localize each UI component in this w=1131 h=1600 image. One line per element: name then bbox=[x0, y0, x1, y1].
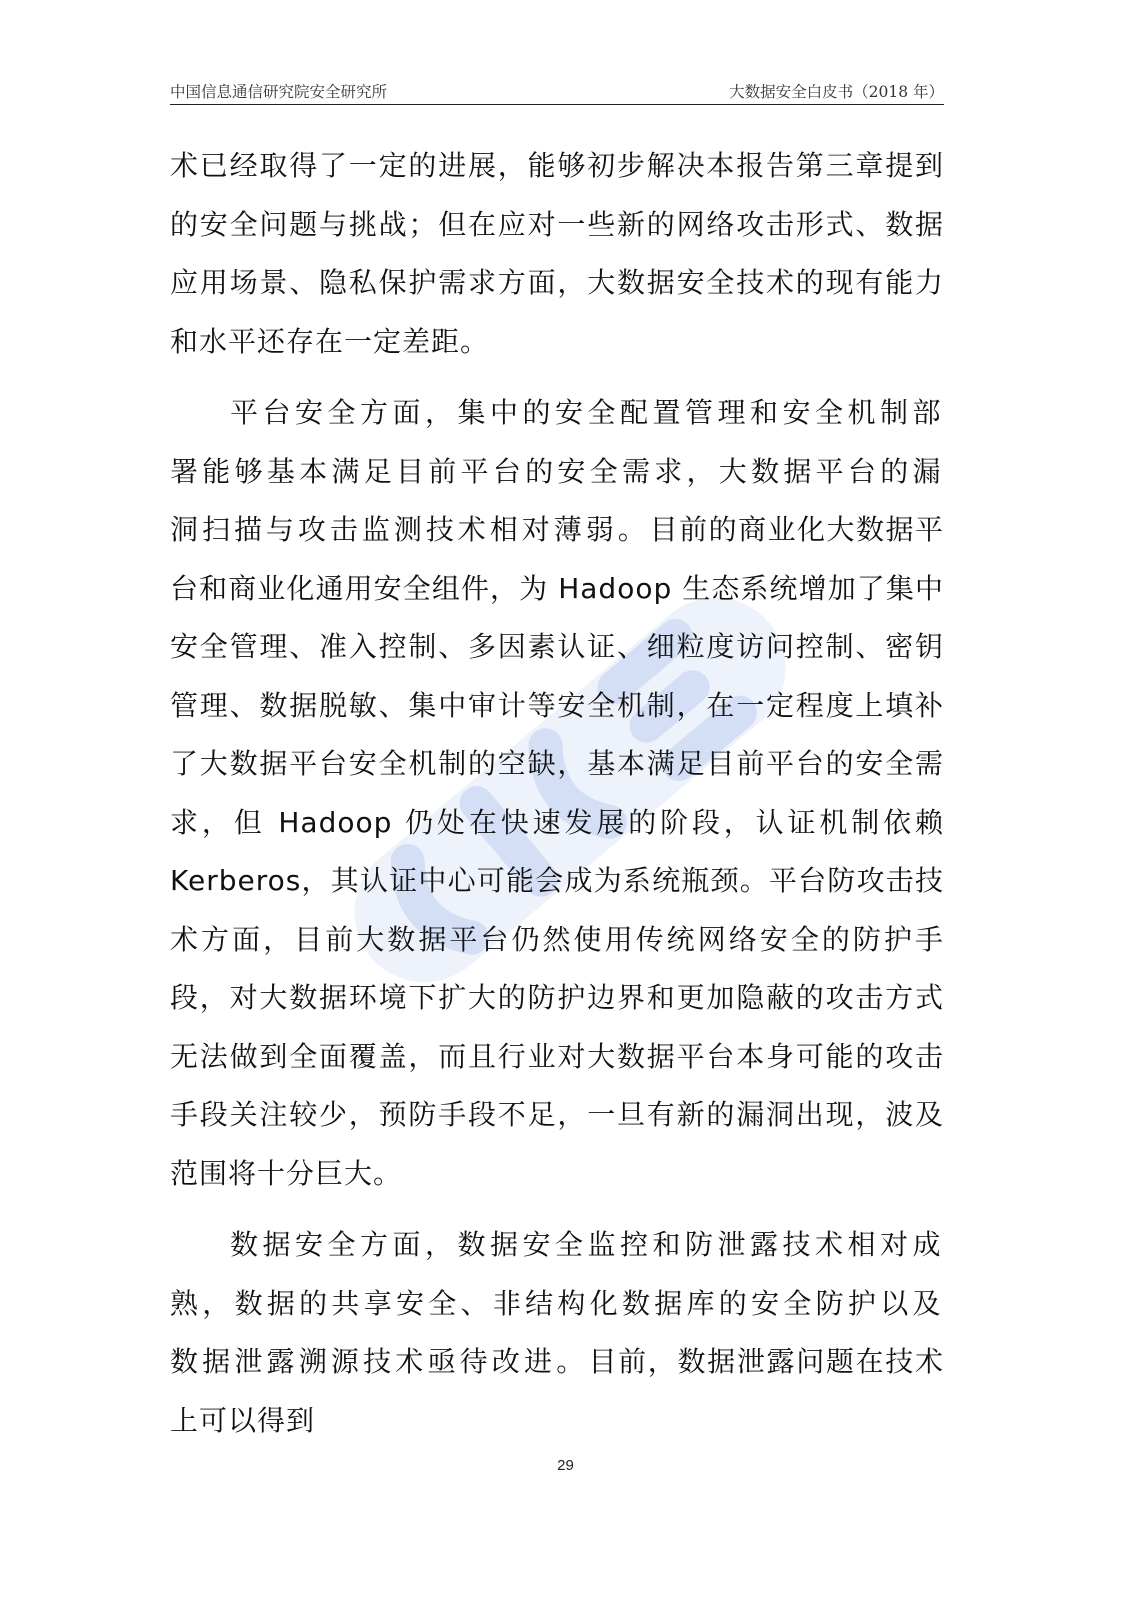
document-body bbox=[170, 137, 944, 1450]
paragraph-1 bbox=[170, 137, 944, 371]
page-header bbox=[170, 78, 944, 105]
paragraph-3-text: 目前，数据泄露问题在技术上可以得到 bbox=[170, 1345, 944, 1437]
paragraph-3-lead: 数据安全方面，数据安全监控和防泄露技术相对成熟，数据的共享安全、非结构化数据库的安全防护以及数据泄露溯源技术亟待改进。 bbox=[170, 1228, 944, 1378]
paragraph-2 bbox=[170, 384, 944, 1203]
header-document-title: 大数据安全白皮书（2018 年） bbox=[729, 83, 944, 101]
paragraph-3 bbox=[170, 1216, 944, 1450]
page-number: 29 bbox=[557, 1457, 574, 1474]
paragraph-2-text: 目前的商业化大数据平台和商业化通用安全组件，为 Hadoop 生态系统增加了集中安全管理、准入控制、多因素认证、细粒度访问控制、密钥管理、数据脱敏、集中审计等安全机制，在一定程度上填补了大数据平台安全机制的空缺，基本满足目前平台的安全需求，但 Hadoop 仍处在快速发展的阶段，认证机制依赖 Kerberos，其认证中心可能会成为系统瓶颈。平台防攻击技术方面，目前大数据平台仍然使用传统网络安全的防护手段，对大数据环境下扩大的防护边界和更加隐蔽的攻击方式无法做到全面覆盖，而且行业对大数据平台本身可能的攻击手段关注较少，预防手段不足，一旦有新的漏洞出现，波及范围将十分巨大。 bbox=[170, 513, 944, 1190]
paragraph-2-lead: 平台安全方面，集中的安全配置管理和安全机制部署能够基本满足目前平台的安全需求，大数据平台的漏洞扫描与攻击监测技术相对薄弱。 bbox=[170, 396, 944, 546]
paragraph-1-text: 术已经取得了一定的进展，能够初步解决本报告第三章提到的安全问题与挑战；但在应对一些新的网络攻击形式、数据应用场景、隐私保护需求方面，大数据安全技术的现有能力和水平还存在一定差距。 bbox=[170, 149, 944, 358]
header-organization: 中国信息通信研究院安全研究所 bbox=[170, 83, 388, 101]
